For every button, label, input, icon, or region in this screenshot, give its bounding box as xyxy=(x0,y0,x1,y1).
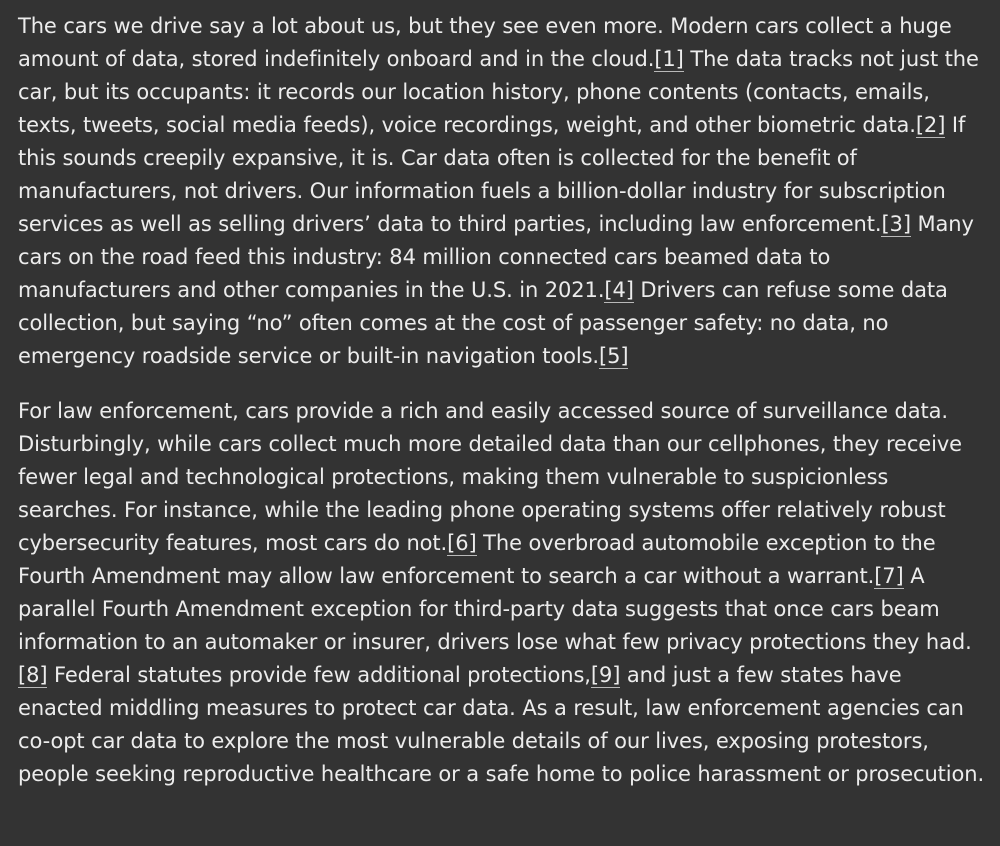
paragraph-text: The data tracks not just the car, but its occupants: it records our location history, phone contents (contacts, emails, texts, tweets, social media feeds), voice recordings, weight, and other biometric data. xyxy=(18,47,979,137)
footnote-link-7[interactable]: [7] xyxy=(874,564,904,588)
paragraph-text: and just a few states have enacted middling measures to protect car data. As a result, law enforcement agencies can co-opt car data to explore the most vulnerable details of our lives, exposing protestors, people seeking reproductive healthcare or a safe home to police harassment or prosecution. xyxy=(18,663,985,786)
footnote-link-5[interactable]: [5] xyxy=(599,344,629,368)
footnote-link-1[interactable]: [1] xyxy=(654,47,684,71)
paragraph-text: Drivers can refuse some data collection, but saying “no” often comes at the cost of passenger safety: no data, no emergency roadside service or built-in navigation tools. xyxy=(18,278,948,368)
paragraph-text: Many cars on the road feed this industry: 84 million connected cars beamed data to manufacturers and other companies in the U.S. in 2021. xyxy=(18,212,974,302)
paragraph-text: The overbroad automobile exception to the Fourth Amendment may allow law enforcement to search a car without a warrant. xyxy=(18,531,936,588)
paragraph-text: For law enforcement, cars provide a rich and easily accessed source of surveillance data. Disturbingly, while cars collect much more detailed data than our cellphones, they receive fewer legal and technological protections, making them vulnerable to suspicionless searches. For instance, while the leading phone operating systems offer relatively robust cybersecurity features, most cars do not. xyxy=(18,399,962,555)
paragraph-text: A parallel Fourth Amendment exception for third-party data suggests that once cars beam information to an automaker or insurer, drivers lose what few privacy protections they had. xyxy=(18,564,972,654)
footnote-link-2[interactable]: [2] xyxy=(915,113,946,137)
paragraph xyxy=(18,10,986,373)
paragraph-text: Federal statutes provide few additional protections, xyxy=(47,663,591,687)
footnote-link-3[interactable]: [3] xyxy=(881,212,911,236)
paragraph-text: The cars we drive say a lot about us, but they see even more. Modern cars collect a huge amount of data, stored indefinitely onboard and in the cloud. xyxy=(18,14,952,71)
paragraph xyxy=(18,395,986,791)
footnote-link-4[interactable]: [4] xyxy=(604,278,634,302)
footnote-link-6[interactable]: [6] xyxy=(447,531,477,555)
paragraph-text: If this sounds creepily expansive, it is. Car data often is collected for the benefit of manufacturers, not drivers. Our information fuels a billion-dollar industry for subscription services as well as selling drivers’ data to third parties, including law enforcement. xyxy=(18,113,966,236)
footnote-link-9[interactable]: [9] xyxy=(590,663,621,687)
footnote-link-8[interactable]: [8] xyxy=(18,663,48,687)
